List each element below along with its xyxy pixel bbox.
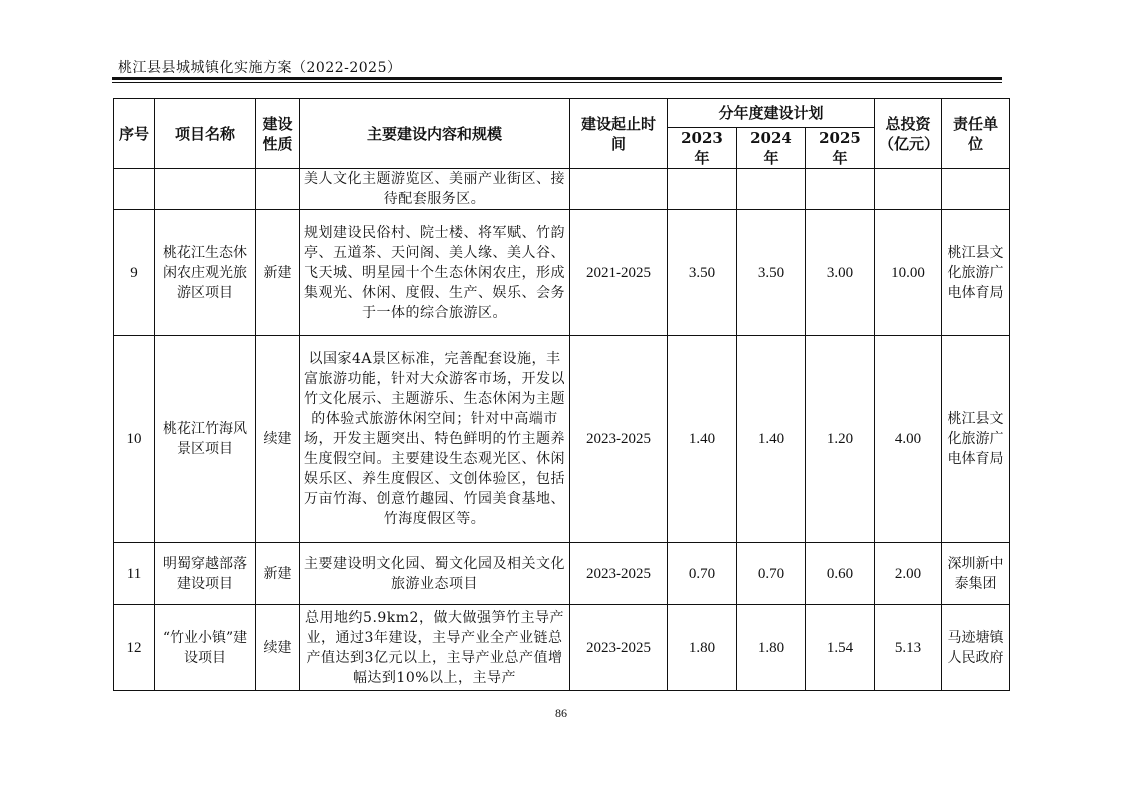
cell-2025: 1.20 (806, 336, 875, 543)
table-row (114, 605, 1010, 691)
cell-2023: 1.80 (668, 605, 737, 691)
cell-content: 主要建设明文化园、蜀文化园及相关文化旅游业态项目 (300, 543, 570, 605)
cell-name (155, 169, 256, 210)
cell-total: 5.13 (875, 605, 942, 691)
cell-nature: 续建 (256, 605, 300, 691)
cell-responsible (942, 169, 1010, 210)
header-period: 建设起止时间 (570, 99, 668, 169)
cell-2024: 1.40 (737, 336, 806, 543)
cell-2023: 3.50 (668, 210, 737, 336)
cell-name: 明蜀穿越部落建设项目 (155, 543, 256, 605)
header-seq: 序号 (114, 99, 155, 169)
document-header-title: 桃江县县城城镇化实施方案（2022-2025） (118, 60, 402, 76)
cell-2023 (668, 169, 737, 210)
cell-nature: 续建 (256, 336, 300, 543)
cell-seq (114, 169, 155, 210)
cell-name: “竹业小镇”建设项目 (155, 605, 256, 691)
table-row (114, 336, 1010, 543)
header-rule-thin (112, 82, 1002, 83)
cell-2024: 3.50 (737, 210, 806, 336)
header-year-2023: 2023 年 (668, 128, 737, 169)
header-annual-plan: 分年度建设计划 (668, 99, 875, 128)
cell-seq: 9 (114, 210, 155, 336)
cell-2024 (737, 169, 806, 210)
cell-period: 2023-2025 (570, 543, 668, 605)
cell-2023: 1.40 (668, 336, 737, 543)
header-rule-thick (112, 77, 1002, 80)
header-responsible: 责任单位 (942, 99, 1010, 169)
cell-total: 2.00 (875, 543, 942, 605)
cell-2025: 3.00 (806, 210, 875, 336)
header-year-2025: 2025 年 (806, 128, 875, 169)
header-content: 主要建设内容和规模 (300, 99, 570, 169)
cell-2024: 0.70 (737, 543, 806, 605)
cell-seq: 12 (114, 605, 155, 691)
table-row (114, 169, 1010, 210)
project-table (113, 98, 1010, 691)
cell-2024: 1.80 (737, 605, 806, 691)
cell-name: 桃花江生态休闲农庄观光旅游区项目 (155, 210, 256, 336)
cell-nature (256, 169, 300, 210)
cell-responsible: 桃江县文化旅游广电体育局 (942, 336, 1010, 543)
cell-period (570, 169, 668, 210)
header-total: 总投资（亿元） (875, 99, 942, 169)
cell-total (875, 169, 942, 210)
cell-nature: 新建 (256, 543, 300, 605)
cell-2023: 0.70 (668, 543, 737, 605)
header-year-2024: 2024 年 (737, 128, 806, 169)
cell-content: 规划建设民俗村、院士楼、将军赋、竹韵亭、五道茶、天问阁、美人缘、美人谷、飞天城、明星园十个生态休闲农庄，形成集观光、休闲、度假、生产、娱乐、会务于一体的综合旅游区。 (300, 210, 570, 336)
cell-responsible: 马迹塘镇人民政府 (942, 605, 1010, 691)
table-row (114, 210, 1010, 336)
cell-period: 2023-2025 (570, 605, 668, 691)
cell-seq: 10 (114, 336, 155, 543)
cell-content: 以国家4A景区标准，完善配套设施，丰富旅游功能，针对大众游客市场，开发以竹文化展示、主题游乐、生态休闲为主题的体验式旅游休闲空间；针对中高端市场，开发主题突出、特色鲜明的竹主题养生度假空间。主要建设生态观光区、休闲娱乐区、养生度假区、文创体验区，包括万亩竹海、创意竹趣园、竹园美食基地、竹海度假区等。 (300, 336, 570, 543)
cell-total: 10.00 (875, 210, 942, 336)
cell-responsible: 桃江县文化旅游广电体育局 (942, 210, 1010, 336)
cell-total: 4.00 (875, 336, 942, 543)
page-number: 86 (555, 706, 567, 720)
table-row (114, 543, 1010, 605)
header-nature: 建设性质 (256, 99, 300, 169)
cell-responsible: 深圳新中泰集团 (942, 543, 1010, 605)
cell-seq: 11 (114, 543, 155, 605)
cell-content: 总用地约5.9km2，做大做强笋竹主导产业，通过3年建设，主导产业全产业链总产值达到3亿元以上，主导产业总产值增幅达到10%以上，主导产 (300, 605, 570, 691)
header-name: 项目名称 (155, 99, 256, 169)
cell-name: 桃花江竹海风景区项目 (155, 336, 256, 543)
cell-nature: 新建 (256, 210, 300, 336)
cell-period: 2023-2025 (570, 336, 668, 543)
cell-2025: 0.60 (806, 543, 875, 605)
cell-period: 2021-2025 (570, 210, 668, 336)
cell-content: 美人文化主题游览区、美丽产业街区、接待配套服务区。 (300, 169, 570, 210)
cell-2025: 1.54 (806, 605, 875, 691)
cell-2025 (806, 169, 875, 210)
